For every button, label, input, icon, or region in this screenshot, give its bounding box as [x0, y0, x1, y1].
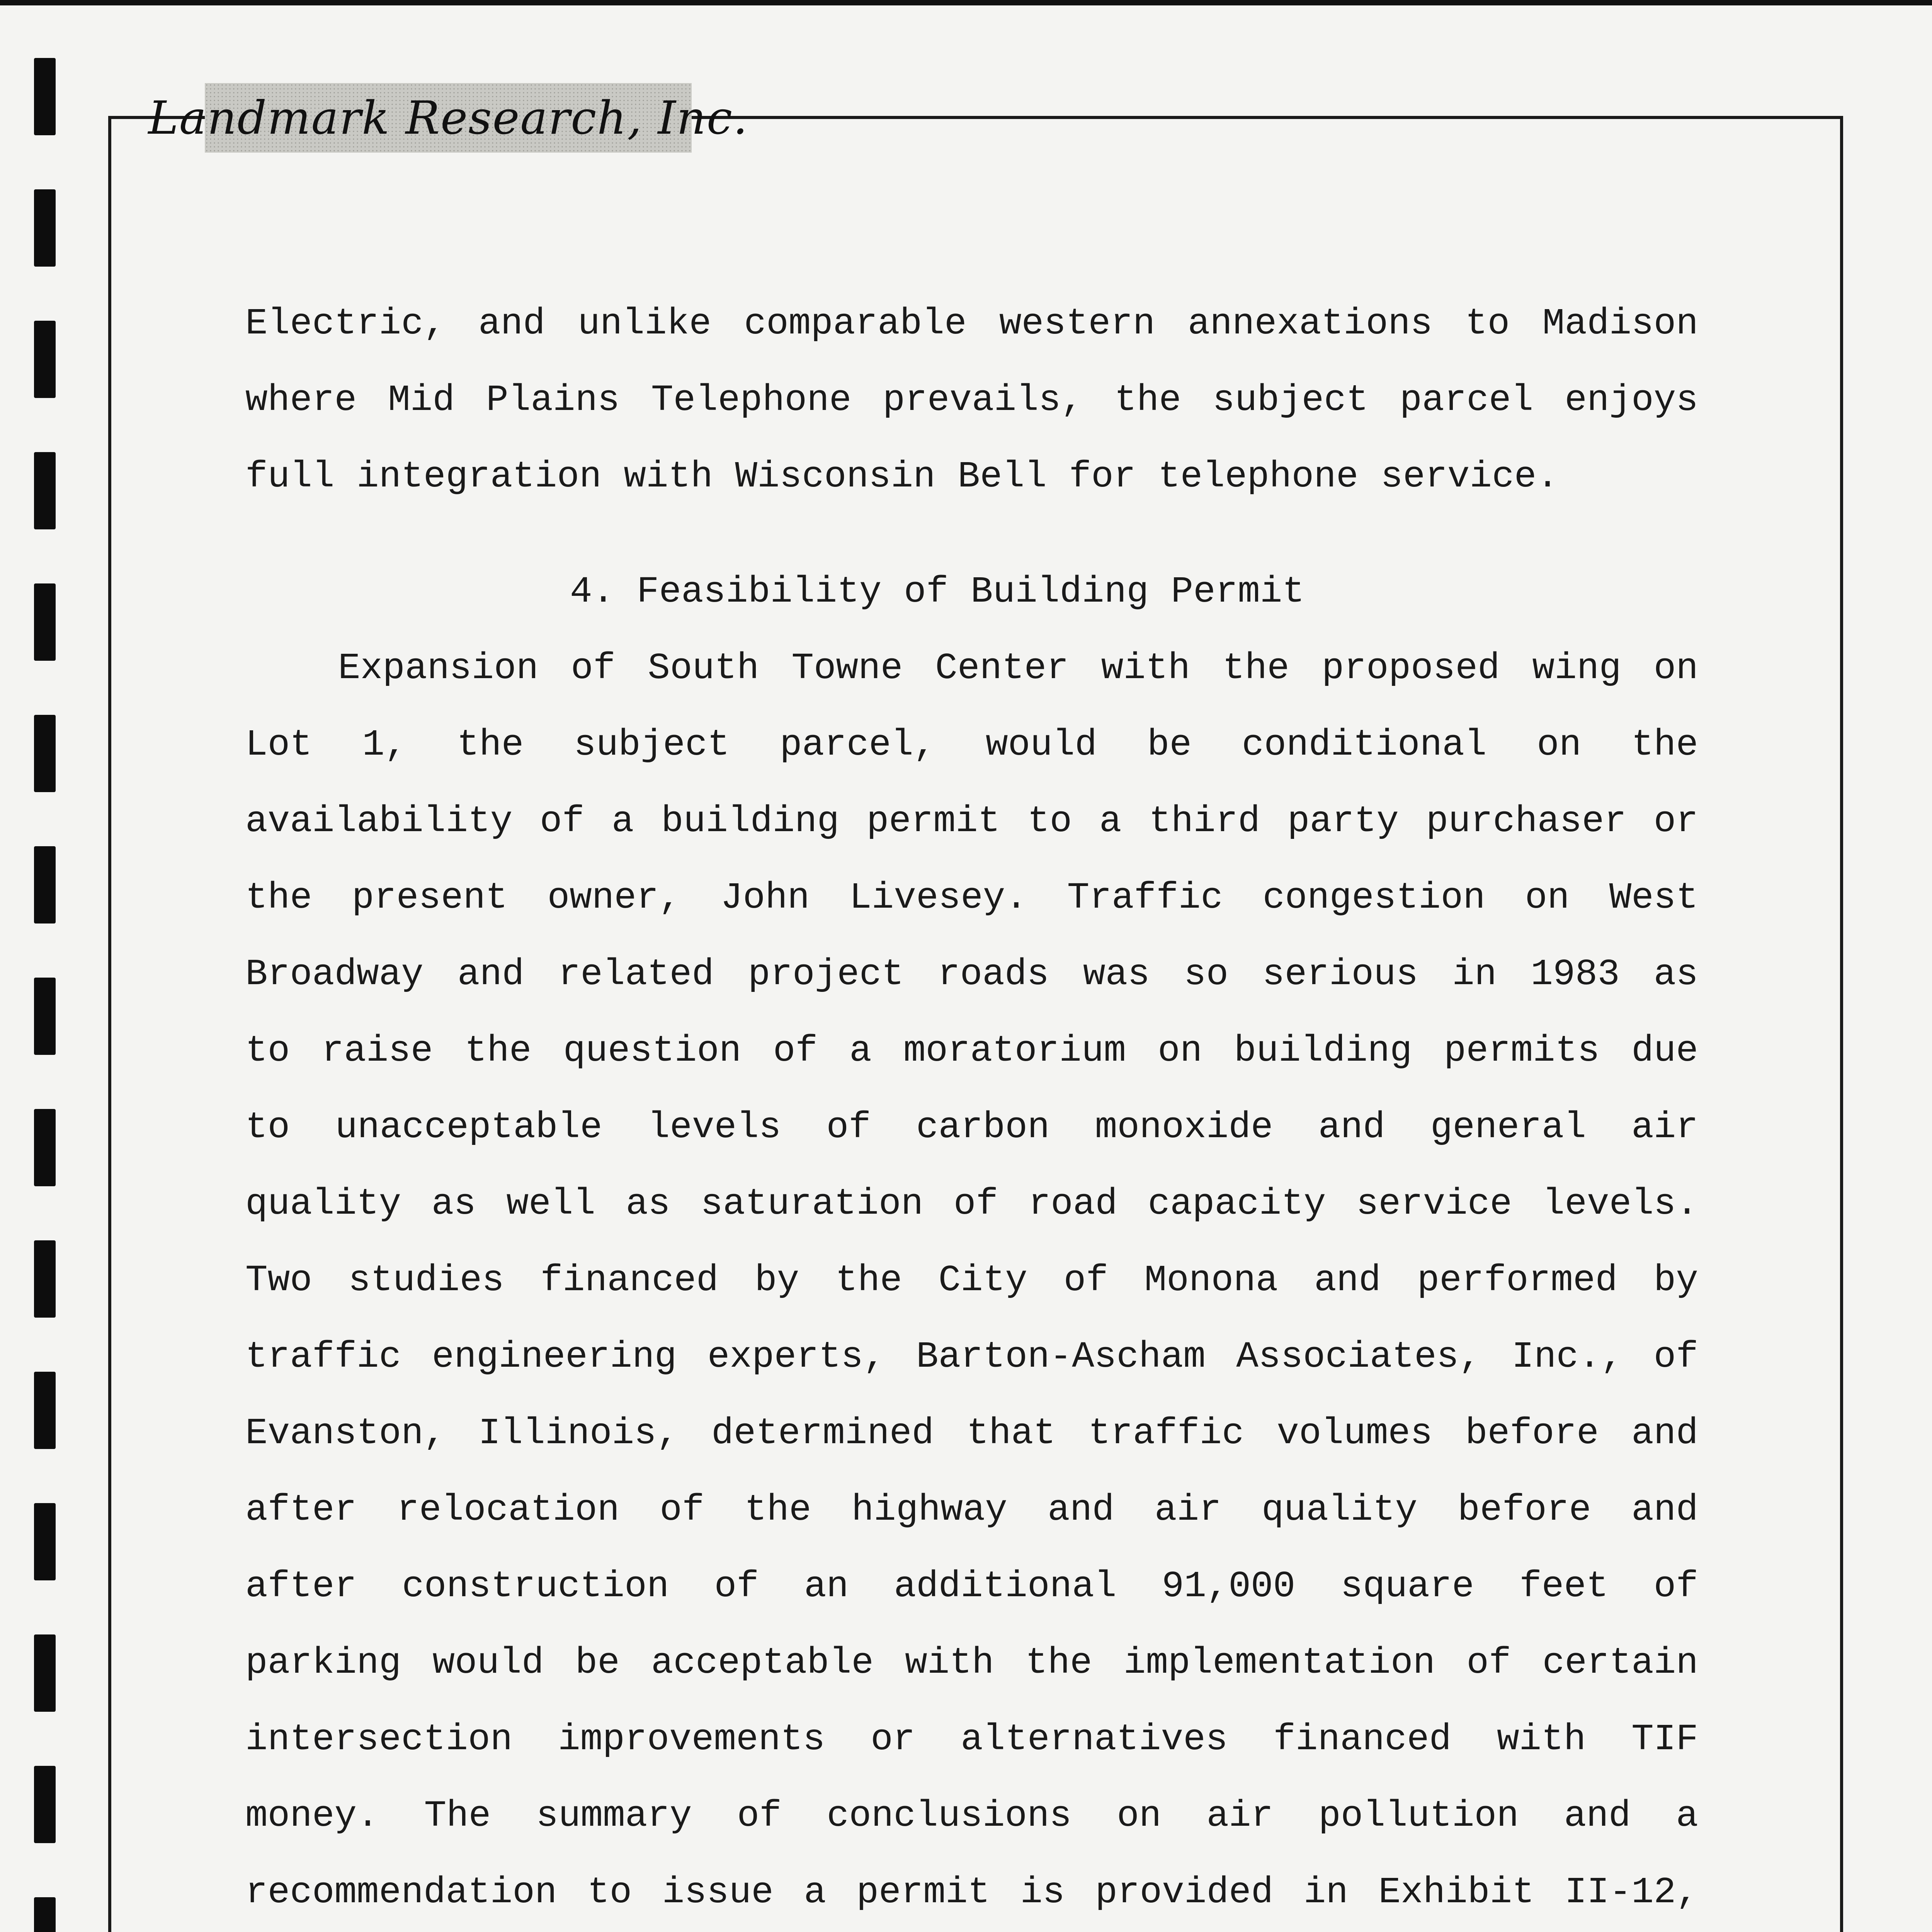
binding-hole	[34, 321, 56, 398]
text-line: to unacceptable levels of carbon monoxide and general air	[245, 1109, 1698, 1148]
text-line: Two studies financed by the City of Monona and performed by	[245, 1262, 1698, 1301]
binding-hole	[34, 1503, 56, 1580]
binding-hole	[34, 846, 56, 923]
binding-hole	[34, 58, 56, 135]
text-line: quality as well as saturation of road capacity service levels.	[245, 1185, 1698, 1225]
binding-hole	[34, 189, 56, 267]
binding-hole	[34, 1897, 56, 1932]
binding-hole	[34, 452, 56, 529]
text-line: after relocation of the highway and air quality before and	[245, 1492, 1698, 1531]
binding-hole	[34, 1634, 56, 1712]
text-line: traffic engineering experts, Barton-Ascham Associates, Inc., of	[245, 1338, 1698, 1378]
binding-hole	[34, 1372, 56, 1449]
binding-hole	[34, 1240, 56, 1318]
binding-hole	[34, 1766, 56, 1843]
top-edge-rule	[0, 0, 1932, 5]
binding-hole	[34, 583, 56, 661]
binding-holes	[34, 58, 57, 1932]
company-logo	[148, 83, 748, 153]
section-heading: 4. Feasibility of Building Permit	[570, 573, 1305, 613]
binding-hole	[34, 978, 56, 1055]
text-line: Expansion of South Towne Center with the proposed wing on	[338, 650, 1698, 689]
binding-hole	[34, 1109, 56, 1186]
binding-hole	[34, 715, 56, 792]
text-line: to raise the question of a moratorium on building permits due	[245, 1032, 1698, 1072]
text-line: Broadway and related project roads was so serious in 1983 as	[245, 956, 1698, 995]
text-line: availability of a building permit to a third party purchaser or	[245, 803, 1698, 842]
text-line: full integration with Wisconsin Bell for telephone service.	[245, 458, 1559, 498]
text-line: Lot 1, the subject parcel, would be conditional on the	[245, 726, 1698, 766]
company-logo-text: Landmark Research, Inc.	[148, 91, 748, 145]
document-body	[245, 305, 1698, 1932]
text-line: where Mid Plains Telephone prevails, the subject parcel enjoys	[245, 382, 1698, 421]
text-line: after construction of an additional 91,000 square feet of	[245, 1568, 1698, 1607]
text-line: parking would be acceptable with the implementation of certain	[245, 1645, 1698, 1684]
text-line: money. The summary of conclusions on air pollution and a	[245, 1798, 1698, 1837]
text-line: Electric, and unlike comparable western annexations to Madison	[245, 305, 1698, 345]
text-line: recommendation to issue a permit is provided in Exhibit II-12,	[245, 1874, 1698, 1913]
text-line: intersection improvements or alternatives financed with TIF	[245, 1721, 1698, 1760]
text-line: Evanston, Illinois, determined that traffic volumes before and	[245, 1415, 1698, 1454]
text-line: the present owner, John Livesey. Traffic congestion on West	[245, 879, 1698, 919]
